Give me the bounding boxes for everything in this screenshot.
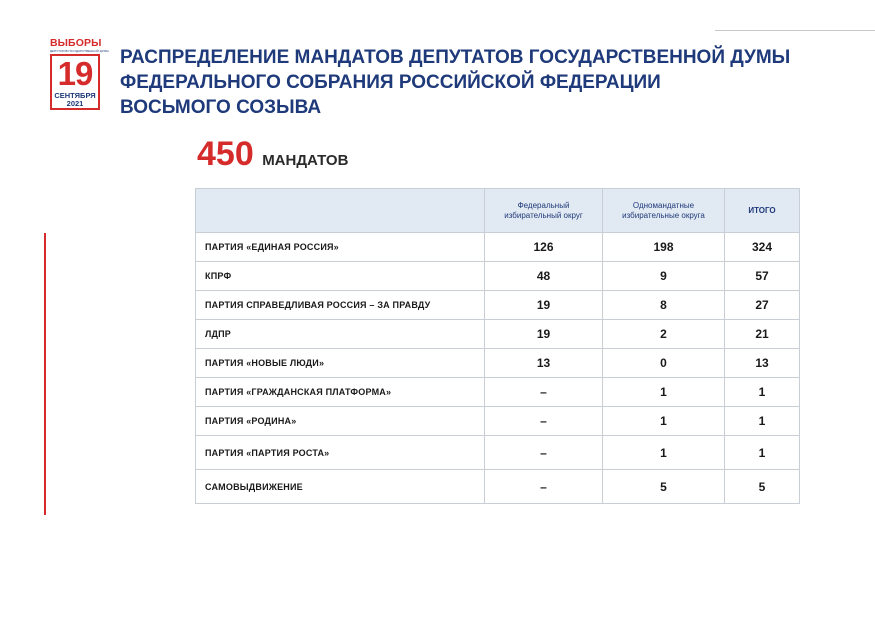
party-name: ПАРТИЯ «РОДИНА» — [196, 407, 485, 436]
table-row — [196, 436, 800, 470]
logo-date-box — [50, 54, 100, 110]
total-value: 13 — [725, 349, 800, 378]
table-row — [196, 378, 800, 407]
single-value: 198 — [603, 233, 725, 262]
party-name: ЛДПР — [196, 320, 485, 349]
total-label: МАНДАТОВ — [262, 152, 349, 169]
total-value: 5 — [725, 470, 800, 504]
federal-value: 19 — [485, 291, 603, 320]
table-row — [196, 470, 800, 504]
total-value: 57 — [725, 262, 800, 291]
logo-word: ВЫБОРЫ — [50, 37, 102, 49]
single-value: 0 — [603, 349, 725, 378]
header-total: ИТОГО — [725, 189, 800, 233]
federal-value: – — [485, 436, 603, 470]
header-party — [196, 189, 485, 233]
single-value: 8 — [603, 291, 725, 320]
table-row — [196, 349, 800, 378]
total-value: 27 — [725, 291, 800, 320]
header-federal: Федеральный избирательный округ — [485, 189, 603, 233]
single-value: 1 — [603, 378, 725, 407]
header-single: Одномандатные избирательные округа — [603, 189, 725, 233]
total-value: 1 — [725, 378, 800, 407]
table-row — [196, 262, 800, 291]
page-title — [120, 45, 820, 120]
single-value: 9 — [603, 262, 725, 291]
party-name: САМОВЫДВИЖЕНИЕ — [196, 470, 485, 504]
single-value: 1 — [603, 407, 725, 436]
federal-value: 19 — [485, 320, 603, 349]
left-accent-bar — [44, 233, 46, 515]
table-row — [196, 291, 800, 320]
total-number: 450 — [197, 135, 254, 173]
top-divider — [715, 30, 875, 31]
title-line-2: ФЕДЕРАЛЬНОГО СОБРАНИЯ РОССИЙСКОЙ ФЕДЕРАЦИИ — [120, 72, 661, 93]
federal-value: – — [485, 407, 603, 436]
mandates-table — [195, 188, 800, 504]
party-name: ПАРТИЯ СПРАВЕДЛИВАЯ РОССИЯ – ЗА ПРАВДУ — [196, 291, 485, 320]
federal-value: – — [485, 378, 603, 407]
table-row — [196, 320, 800, 349]
party-name: КПРФ — [196, 262, 485, 291]
table-row — [196, 233, 800, 262]
total-value: 1 — [725, 436, 800, 470]
logo-year: 2021 — [66, 99, 84, 108]
logo-day: 19 — [57, 55, 93, 92]
table-header-row — [196, 189, 800, 233]
table-row — [196, 407, 800, 436]
elections-logo — [50, 37, 109, 110]
total-mandates — [197, 134, 348, 174]
logo-subtitle: ДЕПУТАТОВ ГОСУДАРСТВЕННОЙ ДУМЫ — [50, 49, 109, 53]
logo-month: СЕНТЯБРЯ — [54, 91, 96, 100]
single-value: 1 — [603, 436, 725, 470]
title-line-3: ВОСЬМОГО СОЗЫВА — [120, 97, 322, 118]
total-value: 21 — [725, 320, 800, 349]
total-value: 324 — [725, 233, 800, 262]
federal-value: – — [485, 470, 603, 504]
federal-value: 48 — [485, 262, 603, 291]
single-value: 2 — [603, 320, 725, 349]
party-name: ПАРТИЯ «ПАРТИЯ РОСТА» — [196, 436, 485, 470]
single-value: 5 — [603, 470, 725, 504]
total-value: 1 — [725, 407, 800, 436]
title-line-1: РАСПРЕДЕЛЕНИЕ МАНДАТОВ ДЕПУТАТОВ ГОСУДАРСТВЕННОЙ ДУМЫ — [120, 47, 791, 68]
party-name: ПАРТИЯ «ГРАЖДАНСКАЯ ПЛАТФОРМА» — [196, 378, 485, 407]
federal-value: 13 — [485, 349, 603, 378]
party-name: ПАРТИЯ «ЕДИНАЯ РОССИЯ» — [196, 233, 485, 262]
party-name: ПАРТИЯ «НОВЫЕ ЛЮДИ» — [196, 349, 485, 378]
federal-value: 126 — [485, 233, 603, 262]
